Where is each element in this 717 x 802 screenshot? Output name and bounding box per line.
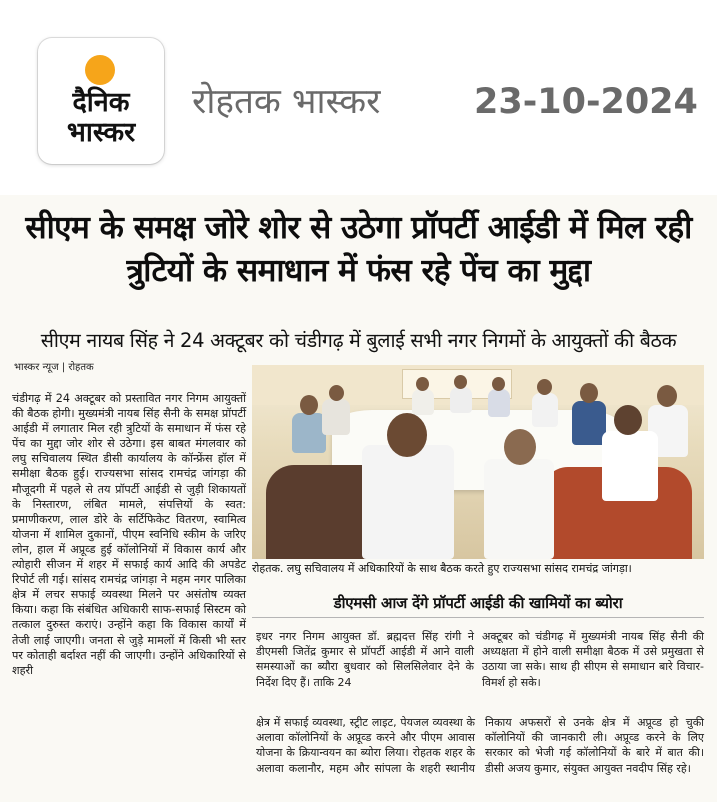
photo-person [322,399,350,435]
article-body-left: चंडीगढ़ में 24 अक्टूबर को प्रस्तावित नगर निगम आयुक्तों की बैठक होगी। मुख्यमंत्री नायब सिंह सैनी के समक्ष प्रॉपर्टी आईडी में लगातार मिल रही त्रुटियों के समाधान में फंस रहे पेंच का मुद्दा जोर शोर से उठेगा। इस बाबत मंगलवार को लघु सचिवालय स्थित डीसी कार्यालय के कॉन्फ्रेंस हॉल में समीक्षा बैठक हुई। राज्यसभा सांसद रामचंद्र जांगड़ा की मौजूदगी में पहले से तय प्रॉपर्टी आईडी से जुड़ी शिकायतों के निस्तारण, लंबित मामले, संपत्तियों के स्वत: प्रमाणीकरण, लाल डोरे के सर्टिफिकेट वितरण, स्वामित्व योजना में शामिल दुकानों, पीएम स्वनिधि स्कीम के जरिए लोन, हाल में अप्रूव्ड हुई कॉलोनियों में विकास कार्य और त्योहारी सीजन में शहर में सफाई कार्य आदि की अपडेट रिपोर्ट ली गई। सांसद रामचंद्र जांगड़ा ने महम नगर पालिका क्षेत्र में लचर सफाई व्यवस्था मिलने पर असंतोष व्यक्त किया। कहा कि संबंधित अधिकारी साफ-सफाई सिस्टम को तत्काल दुरुस्त कराएं। उन्होंने कहा कि विकास कार्यों में तेजी लाई जाएगी। जनता से जुड़े मामलों में किसी भी स्तर पर कोताही बर्दाश्त नहीं की जाएगी। उन्होंने अधिकारियों से शहरी [12,392,246,677]
box-title: डीएमसी आज देंगे प्रॉपर्टी आईडी की खामियों का ब्योरा [333,594,623,612]
photo-person-head [504,429,536,465]
photo-person-head [580,383,598,403]
photo-person-head [300,395,318,415]
photo-person-head [657,385,677,407]
box-divider [252,617,704,618]
box-body-middle: इधर नगर निगम आयुक्त डॉ. ब्रह्मदत्त सिंह रांगी ने डीएमसी जितेंद्र कुमार से प्रॉपर्टी आईडी में आने वाली समस्याओं का ब्यौरा बुधवार को सिलसिलेवार देने के निर्देश दिए हैं। ताकि 24 [256,630,474,689]
meeting-photo [252,365,704,559]
edition-name: रोहतक भास्कर [192,82,381,122]
logo-text-bhaskar: भास्कर [66,117,136,148]
photo-person [412,389,434,415]
subheadline: सीएम नायब सिंह ने 24 अक्टूबर को चंडीगढ़ में बुलाई सभी नगर निगमों के आयुक्तों की बैठक [40,329,677,352]
photo-person-head [454,375,467,389]
logo-text-dainik: दैनिक [72,87,130,118]
photo-person [532,393,558,427]
photo-person-head [614,405,642,435]
photo-person-head [387,413,427,457]
photo-person [572,401,606,445]
box-body-right: अक्टूबर को चंडीगढ़ में मुख्यमंत्री नायब सिंह सैनी की अध्यक्षता में होने वाली समीक्षा बैठक में उसे प्रमुखता से उठाया जा सके। साथ ही सीएम से समाधान बारे विचार-विमर्श हो सके। [482,630,704,689]
edition-date: 23-10-2024 [474,82,698,122]
newspaper-clipping [0,195,717,802]
photo-person-head [416,377,429,391]
sun-icon [85,55,115,85]
photo-person [292,413,326,453]
article-body-bottom: क्षेत्र में सफाई व्यवस्था, स्ट्रीट लाइट, पेयजल व्यवस्था के अलावा कॉलोनियों के अप्रूव्ड करने और पीएम आवास योजना के क्रियान्वयन का ब्योरा लिया। रोहतक शहर के अलावा कलानौर, महम और सांपला के शहरी स्थानीय निकाय अफसरों से उनके क्षेत्र में अप्रूव्ड हो चुकी कॉलोनियों की जानकारी ली। अप्रूव्ड करने के लिए सरकार को भेजी गई कॉलोनियों के बारे में बात की। डीसी अजय कुमार, संयुक्त आयुक्त नवदीप सिंह रहे। [256,716,704,775]
dainik-bhaskar-logo [38,38,164,164]
photo-person-head [329,385,344,401]
photo-person [488,389,510,417]
photo-person-foreground [362,445,454,559]
photo-person [602,431,658,501]
photo-person [450,387,472,413]
headline: सीएम के समक्ष जोरे शोर से उठेगा प्रॉपर्टी आईडी में मिल रही त्रुटियों के समाधान में फंस रहे पेंच का मुद्दा [25,210,692,289]
masthead [0,0,717,195]
photo-caption: रोहतक. लघु सचिवालय में अधिकारियों के साथ बैठक करते हुए राज्यसभा सांसद रामचंद्र जांगड़ा। [252,562,632,575]
byline: भास्कर न्यूज | रोहतक [14,362,94,373]
photo-person-head [492,377,505,391]
photo-person-foreground [484,459,554,559]
photo-person-head [537,379,552,395]
